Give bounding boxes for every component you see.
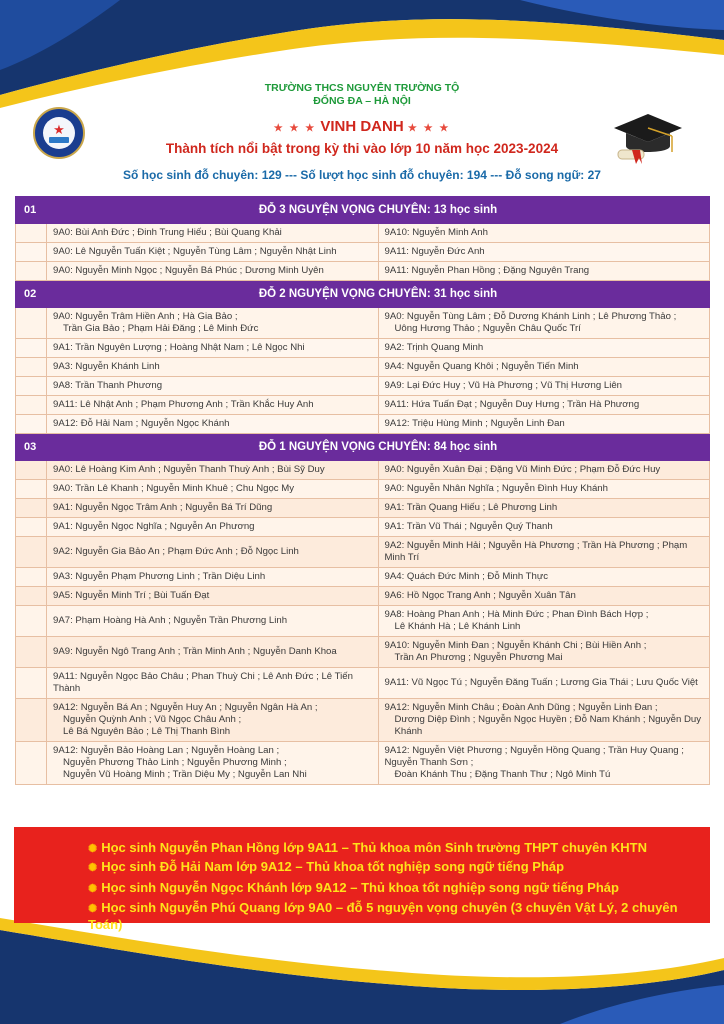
table-row [16, 606, 710, 637]
title-text: VINH DANH [320, 118, 404, 135]
row-left: 9A5: Nguyễn Minh Trí ; Bùi Tuấn Đạt [47, 587, 379, 606]
table-row [16, 308, 710, 339]
section-header [16, 434, 710, 461]
row-right: 9A0: Nguyễn Xuân Đại ; Đặng Vũ Minh Đức ; Phạm Đỗ Đức Huy [378, 461, 710, 480]
row-left: 9A0: Nguyễn Minh Ngọc ; Nguyễn Bá Phúc ; Dương Minh Uyên [47, 262, 379, 281]
title-stars-right: ★ ★ ★ [407, 123, 451, 134]
row-left: 9A0: Bùi Anh Đức ; Đinh Trung Hiếu ; Bùi Quang Khải [47, 224, 379, 243]
logo-star-icon: ★ [53, 122, 65, 137]
section-number: 02 [16, 281, 47, 308]
row-left: 9A11: Lê Nhật Anh ; Phạm Phương Anh ; Trần Khắc Huy Anh [47, 396, 379, 415]
section-title: ĐỖ 3 NGUYỆN VỌNG CHUYÊN: 13 học sinh [47, 197, 710, 224]
table-row [16, 637, 710, 668]
row-left: 9A1: Nguyễn Ngọc Trâm Anh ; Nguyễn Bá Trí Dũng [47, 499, 379, 518]
table-row [16, 243, 710, 262]
section-title: ĐỖ 2 NGUYỆN VỌNG CHUYÊN: 31 học sinh [47, 281, 710, 308]
row-right: 9A10: Nguyễn Minh Đan ; Nguyễn Khánh Chi ; Bùi Hiền Anh ; Trần An Phương ; Nguyễn Phương Mai [378, 637, 710, 668]
row-left: 9A9: Nguyễn Ngô Trang Anh ; Trần Minh Anh ; Nguyễn Danh Khoa [47, 637, 379, 668]
graduation-cap-icon [612, 108, 684, 170]
row-right: 9A6: Hồ Ngọc Trang Anh ; Nguyễn Xuân Tân [378, 587, 710, 606]
flower-icon: ✺ [88, 843, 98, 855]
highlights-banner [14, 827, 710, 932]
row-right: 9A0: Nguyễn Tùng Lâm ; Đỗ Dương Khánh Linh ; Lê Phương Thảo ; Uông Hương Thảo ; Nguyễn Châu Quốc Trí [378, 308, 710, 339]
table-row [16, 742, 710, 785]
table-row [16, 396, 710, 415]
row-right: 9A1: Trần Quang Hiếu ; Lê Phương Linh [378, 499, 710, 518]
table-row [16, 358, 710, 377]
table-row [16, 415, 710, 434]
section-number: 03 [16, 434, 47, 461]
row-right: 9A12: Nguyễn Minh Châu ; Đoàn Anh Dũng ; Nguyễn Linh Đan ; Dương Diệp Đình ; Nguyễn Ngọc Huyền ; Đỗ Nam Khánh ; Nguyễn Duy Khánh [378, 699, 710, 742]
highlight-item: ✺ Học sinh Nguyễn Ngọc Khánh lớp 9A12 – Thủ khoa tốt nghiệp song ngữ tiếng Pháp [88, 880, 619, 895]
row-right: 9A11: Hứa Tuấn Đạt ; Nguyễn Duy Hưng ; Trần Hà Phương [378, 396, 710, 415]
row-left: 9A3: Nguyễn Phạm Phương Linh ; Trần Diệu Linh [47, 568, 379, 587]
row-right: 9A8: Hoàng Phan Anh ; Hà Minh Đức ; Phan Đình Bách Hợp ; Lê Khánh Hà ; Lê Khánh Linh [378, 606, 710, 637]
row-right: 9A12: Nguyễn Việt Phương ; Nguyễn Hồng Quang ; Trần Huy Quang ; Nguyễn Thanh Sơn ; Đoàn Khánh Thu ; Đặng Thanh Thư ; Ngô Minh Tú [378, 742, 710, 785]
section-header [16, 281, 710, 308]
stats-line: Số học sinh đỗ chuyên: 129 --- Số lượt học sinh đỗ chuyên: 194 --- Đỗ song ngữ: 27 [123, 168, 601, 182]
section-title: ĐỖ 1 NGUYỆN VỌNG CHUYÊN: 84 học sinh [47, 434, 710, 461]
honor-table [15, 196, 710, 785]
row-right: 9A12: Triệu Hùng Minh ; Nguyễn Linh Đan [378, 415, 710, 434]
row-left: 9A12: Nguyễn Bảo Hoàng Lan ; Nguyễn Hoàng Lan ; Nguyễn Phương Thảo Linh ; Nguyễn Phương Minh ; Nguyễn Vũ Hoàng Minh ; Trần Diệu My ; Nguyễn Lan Nhi [47, 742, 379, 785]
flower-icon: ✺ [88, 883, 98, 895]
title-stars-left: ★ ★ ★ [273, 123, 317, 134]
table-row [16, 668, 710, 699]
row-right: 9A0: Nguyễn Nhân Nghĩa ; Nguyễn Đình Huy Khánh [378, 480, 710, 499]
row-right: 9A4: Quách Đức Minh ; Đỗ Minh Thực [378, 568, 710, 587]
row-left: 9A0: Lê Hoàng Kim Anh ; Nguyễn Thanh Thuỳ Anh ; Bùi Sỹ Duy [47, 461, 379, 480]
row-right: 9A4: Nguyễn Quang Khôi ; Nguyễn Tiến Minh [378, 358, 710, 377]
row-right: 9A11: Nguyễn Phan Hồng ; Đặng Nguyên Trang [378, 262, 710, 281]
table-row [16, 568, 710, 587]
highlight-item: ✺ Học sinh Đỗ Hải Nam lớp 9A12 – Thủ khoa tốt nghiệp song ngữ tiếng Pháp [88, 859, 565, 874]
row-right: 9A11: Nguyễn Đức Anh [378, 243, 710, 262]
table-row [16, 587, 710, 606]
row-left: 9A0: Lê Nguyễn Tuấn Kiệt ; Nguyễn Tùng Lâm ; Nguyễn Nhật Linh [47, 243, 379, 262]
table-row [16, 699, 710, 742]
row-right: 9A9: Lại Đức Huy ; Vũ Hà Phương ; Vũ Thị Hương Liên [378, 377, 710, 396]
highlight-item: ✺ Học sinh Nguyễn Phan Hồng lớp 9A11 – Thủ khoa môn Sinh trường THPT chuyên KHTN [88, 840, 647, 855]
section-number: 01 [16, 197, 47, 224]
table-row [16, 480, 710, 499]
row-right: 9A1: Trần Vũ Thái ; Nguyễn Quý Thanh [378, 518, 710, 537]
row-left: 9A8: Trần Thanh Phương [47, 377, 379, 396]
highlight-item: ✺ Học sinh Nguyễn Phú Quang lớp 9A0 – đỗ 5 nguyện vọng chuyên (3 chuyên Vật Lý, 2 chuyên Toán) [88, 900, 678, 932]
table-row [16, 499, 710, 518]
table-row [16, 224, 710, 243]
row-right: 9A2: Nguyễn Minh Hải ; Nguyễn Hà Phương ; Trần Hà Phương ; Phạm Minh Trí [378, 537, 710, 568]
row-right: 9A11: Vũ Ngọc Tú ; Nguyễn Đăng Tuấn ; Lương Gia Thái ; Lưu Quốc Việt [378, 668, 710, 699]
row-left: 9A12: Đỗ Hải Nam ; Nguyễn Ngọc Khánh [47, 415, 379, 434]
row-left: 9A2: Nguyễn Gia Bảo An ; Phạm Đức Anh ; Đỗ Ngọc Linh [47, 537, 379, 568]
row-left: 9A0: Trần Lê Khanh ; Nguyễn Minh Khuê ; Chu Ngọc My [47, 480, 379, 499]
row-left: 9A1: Nguyễn Ngọc Nghĩa ; Nguyễn An Phương [47, 518, 379, 537]
row-left: 9A11: Nguyễn Ngọc Bảo Châu ; Phan Thuỳ Chi ; Lê Anh Đức ; Lê Tiến Thành [47, 668, 379, 699]
table-row [16, 339, 710, 358]
row-left: 9A0: Nguyễn Trâm Hiền Anh ; Hà Gia Bảo ; Trần Gia Bảo ; Phạm Hải Đăng ; Lê Minh Đức [47, 308, 379, 339]
row-right: 9A2: Trịnh Quang Minh [378, 339, 710, 358]
table-row [16, 518, 710, 537]
page-subtitle: Thành tích nổi bật trong kỳ thi vào lớp 10 năm học 2023-2024 [165, 141, 559, 156]
table-row [16, 537, 710, 568]
table-row [16, 377, 710, 396]
row-left: 9A7: Phạm Hoàng Hà Anh ; Nguyễn Trần Phương Linh [47, 606, 379, 637]
row-left: 9A12: Nguyễn Bá An ; Nguyễn Huy An ; Nguyễn Ngân Hà An ; Nguyễn Quỳnh Anh ; Vũ Ngọc Châu Anh ; Lê Bá Nguyên Bảo ; Lê Thị Thanh Bình [47, 699, 379, 742]
table-row [16, 262, 710, 281]
row-right: 9A10: Nguyễn Minh Anh [378, 224, 710, 243]
school-district: ĐỐNG ĐA – HÀ NỘI [313, 95, 411, 107]
section-header [16, 197, 710, 224]
table-row [16, 461, 710, 480]
flower-icon: ✺ [88, 862, 98, 874]
row-left: 9A1: Trần Nguyên Lượng ; Hoàng Nhật Nam ; Lê Ngọc Nhi [47, 339, 379, 358]
school-name: TRƯỜNG THCS NGUYỄN TRƯỜNG TỘ [264, 82, 460, 94]
row-left: 9A3: Nguyễn Khánh Linh [47, 358, 379, 377]
flower-icon: ✺ [88, 903, 98, 915]
